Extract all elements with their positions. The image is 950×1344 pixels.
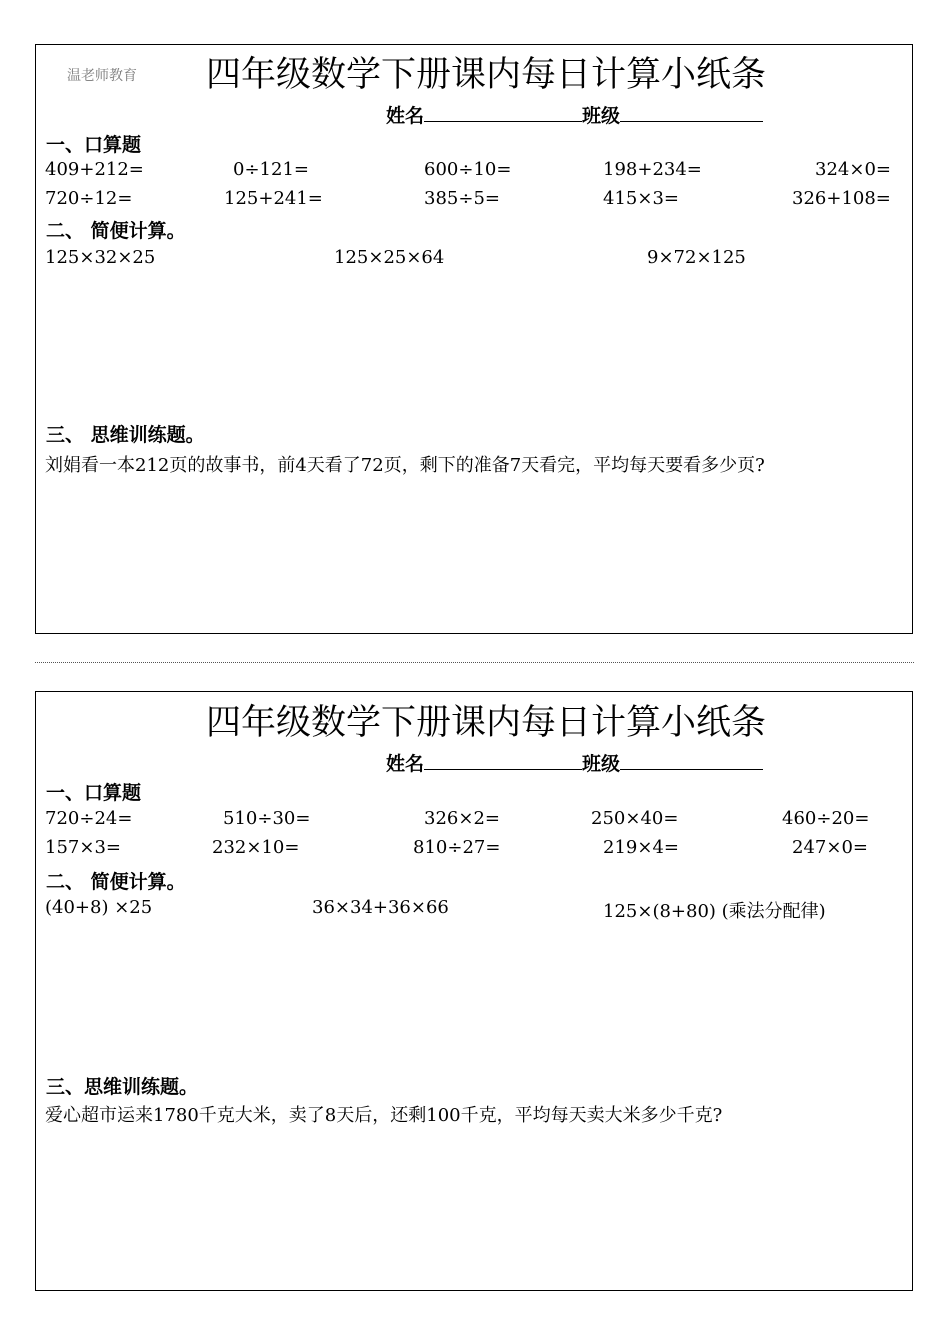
oral-item: 157×3= (45, 837, 121, 858)
oral-item: 125+241= (224, 188, 323, 209)
word-problem: 刘娟看一本212页的故事书，前4天看了72页，剩下的准备7天看完，平均每天要看多少页? (45, 455, 765, 476)
oral-item: 409+212= (45, 159, 144, 180)
class-label: 班级 (582, 105, 621, 127)
simple-calc-item: 125×32×25 (45, 247, 156, 268)
oral-item: 600÷10= (424, 159, 512, 180)
worksheet-title: 四年级数学下册课内每日计算小纸条 (206, 703, 767, 743)
oral-item: 232×10= (212, 837, 300, 858)
simple-calc-item: (40+8) ×25 (45, 897, 153, 918)
worksheet-card-1 (35, 44, 913, 634)
class-label: 班级 (582, 753, 621, 775)
oral-item: 415×3= (603, 188, 679, 209)
oral-item: 219×4= (603, 837, 679, 858)
word-problem: 爱心超市运来1780千克大米，卖了8天后，还剩100千克，平均每天卖大米多少千克? (45, 1105, 723, 1126)
name-label: 姓名 (386, 105, 425, 127)
oral-item: 720÷24= (45, 808, 133, 829)
oral-item: 385÷5= (424, 188, 500, 209)
name-blank (424, 753, 582, 770)
section-heading-oral: 一、口算题 (46, 134, 142, 156)
simple-calc-item: 125×25×64 (334, 247, 445, 268)
watermark: 温老师教育 (67, 68, 137, 84)
name-blank (424, 105, 582, 122)
section-heading-oral: 一、口算题 (46, 782, 142, 804)
class-blank (620, 105, 763, 122)
oral-item: 460÷20= (782, 808, 870, 829)
oral-item: 198+234= (603, 159, 702, 180)
section-heading-simple: 二、 简便计算。 (46, 220, 186, 242)
oral-item: 510÷30= (223, 808, 311, 829)
oral-item: 247×0= (792, 837, 868, 858)
worksheet-card-2 (35, 691, 913, 1291)
worksheet-title: 四年级数学下册课内每日计算小纸条 (206, 55, 767, 95)
oral-item: 0÷121= (233, 159, 309, 180)
cut-line (35, 662, 914, 663)
name-class-row (386, 101, 763, 128)
oral-item: 324×0= (815, 159, 891, 180)
section-heading-thinking: 三、思维训练题。 (46, 1076, 199, 1098)
oral-item: 250×40= (591, 808, 679, 829)
oral-item: 810÷27= (413, 837, 501, 858)
simple-calc-item: 125×(8+80) (乘法分配律) (603, 901, 826, 922)
name-label: 姓名 (386, 753, 425, 775)
class-blank (620, 753, 763, 770)
section-heading-thinking: 三、 思维训练题。 (46, 424, 205, 446)
section-heading-simple: 二、 简便计算。 (46, 871, 186, 893)
name-class-row (386, 749, 763, 776)
simple-calc-item: 9×72×125 (647, 247, 746, 268)
oral-item: 326×2= (424, 808, 500, 829)
oral-item: 720÷12= (45, 188, 133, 209)
oral-item: 326+108= (792, 188, 891, 209)
simple-calc-item: 36×34+36×66 (312, 897, 449, 918)
